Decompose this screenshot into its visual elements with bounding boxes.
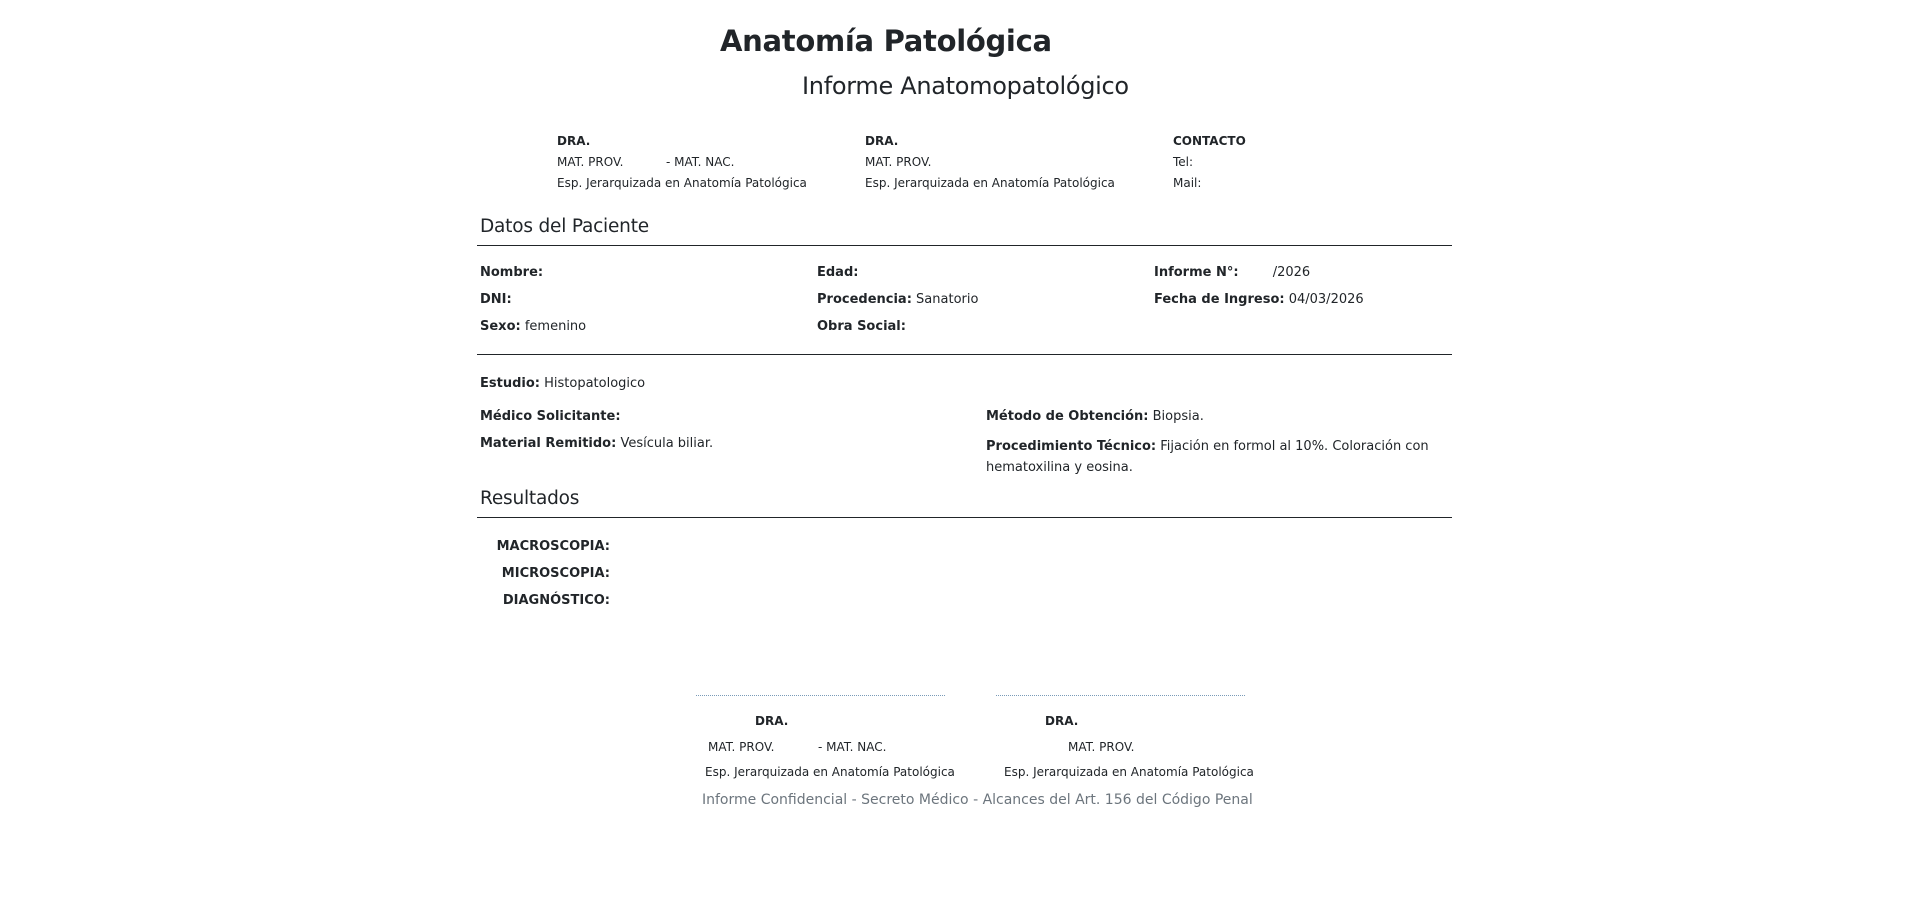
results-section-divider	[477, 517, 1452, 518]
results-microscopia-label: MICROSCOPIA:	[501, 566, 610, 581]
signature-2-name: DRA.	[1045, 714, 1079, 728]
patient-sexo-label: Sexo:	[480, 319, 521, 334]
signature-1-specialty: Esp. Jerarquizada en Anatomía Patológica	[705, 765, 955, 779]
patient-section-divider	[477, 245, 1452, 246]
patient-nombre	[480, 265, 543, 280]
study-estudio-label: Estudio:	[480, 376, 540, 391]
study-procedimiento-tecnico-label: Procedimiento Técnico:	[986, 439, 1157, 454]
patient-section-title: Datos del Paciente	[480, 216, 649, 237]
study-material-remitido-label: Material Remitido:	[480, 436, 617, 451]
patient-edad	[817, 265, 858, 280]
patient-dni-label: DNI:	[480, 292, 512, 307]
patient-informe-n-label: Informe N°:	[1154, 265, 1239, 280]
patient-sexo	[480, 319, 586, 334]
study-metodo-obtencion-label: Método de Obtención:	[986, 409, 1149, 424]
doctor-1-registration	[557, 152, 807, 173]
signature-1-mat-prov: MAT. PROV.	[708, 740, 775, 754]
patient-fecha-ingreso-label: Fecha de Ingreso:	[1154, 292, 1285, 307]
signature-1-mat-nac: - MAT. NAC.	[818, 740, 887, 754]
doctor-1-mat-prov: MAT. PROV.	[557, 155, 624, 169]
patient-informe-n	[1154, 265, 1310, 280]
doctor-1-mat-nac: - MAT. NAC.	[666, 155, 735, 169]
patient-fecha-ingreso-value: 04/03/2026	[1288, 292, 1364, 307]
study-estudio-value: Histopatologico	[544, 376, 646, 391]
doctor-2-specialty: Esp. Jerarquizada en Anatomía Patológica	[865, 176, 1115, 190]
study-medico-solicitante-label: Médico Solicitante:	[480, 409, 621, 424]
signature-1-line	[696, 695, 945, 696]
study-procedimiento-tecnico-value-1: Fijación en formol al 10%. Coloración con	[1160, 439, 1429, 454]
signature-1-name: DRA.	[755, 714, 789, 728]
signature-2-line	[996, 695, 1245, 696]
lab-title: Anatomía Patológica	[720, 24, 1052, 58]
contact-block	[1173, 131, 1246, 194]
patient-procedencia	[817, 292, 978, 307]
patient-sexo-value: femenino	[524, 319, 587, 334]
patient-fecha-ingreso	[1154, 292, 1364, 307]
patient-obra-social-label: Obra Social:	[817, 319, 906, 334]
confidential-footer-note: Informe Confidencial - Secreto Médico - Alcances del Art. 156 del Código Penal	[702, 792, 1253, 808]
study-procedimiento-tecnico-value-2: hematoxilina y eosina.	[986, 460, 1133, 475]
doctor-2-mat-prov: MAT. PROV.	[865, 155, 932, 169]
report-title: Informe Anatomopatológico	[802, 72, 1129, 100]
study-procedimiento-tecnico	[986, 436, 1429, 478]
patient-nombre-label: Nombre:	[480, 265, 544, 280]
doctor-1-header	[557, 131, 807, 194]
doctor-1-specialty: Esp. Jerarquizada en Anatomía Patológica	[557, 176, 807, 190]
study-metodo-obtencion	[986, 409, 1204, 424]
doctor-2-name: DRA.	[865, 134, 899, 148]
study-metodo-obtencion-value: Biopsia.	[1152, 409, 1204, 424]
patient-edad-label: Edad:	[817, 265, 859, 280]
study-material-remitido	[480, 436, 713, 451]
patient-procedencia-label: Procedencia:	[817, 292, 912, 307]
contact-tel: Tel:	[1173, 155, 1194, 169]
patient-informe-n-value: /2026	[1272, 265, 1311, 280]
contact-title: CONTACTO	[1173, 134, 1246, 148]
patient-data-divider	[477, 354, 1452, 355]
doctor-2-header	[865, 131, 1115, 194]
patient-dni	[480, 292, 512, 307]
signature-2-mat-prov: MAT. PROV.	[1068, 740, 1135, 754]
study-estudio	[480, 376, 645, 391]
doctor-1-name: DRA.	[557, 134, 591, 148]
patient-obra-social	[817, 319, 906, 334]
contact-mail: Mail:	[1173, 176, 1202, 190]
results-macroscopia-label: MACROSCOPIA:	[496, 539, 610, 554]
results-section-title: Resultados	[480, 488, 580, 509]
study-medico-solicitante	[480, 409, 621, 424]
patient-procedencia-value: Sanatorio	[916, 292, 979, 307]
signature-2-specialty: Esp. Jerarquizada en Anatomía Patológica	[1004, 765, 1254, 779]
study-material-remitido-value: Vesícula biliar.	[620, 436, 714, 451]
results-diagnostico-label: DIAGNÓSTICO:	[502, 593, 610, 608]
